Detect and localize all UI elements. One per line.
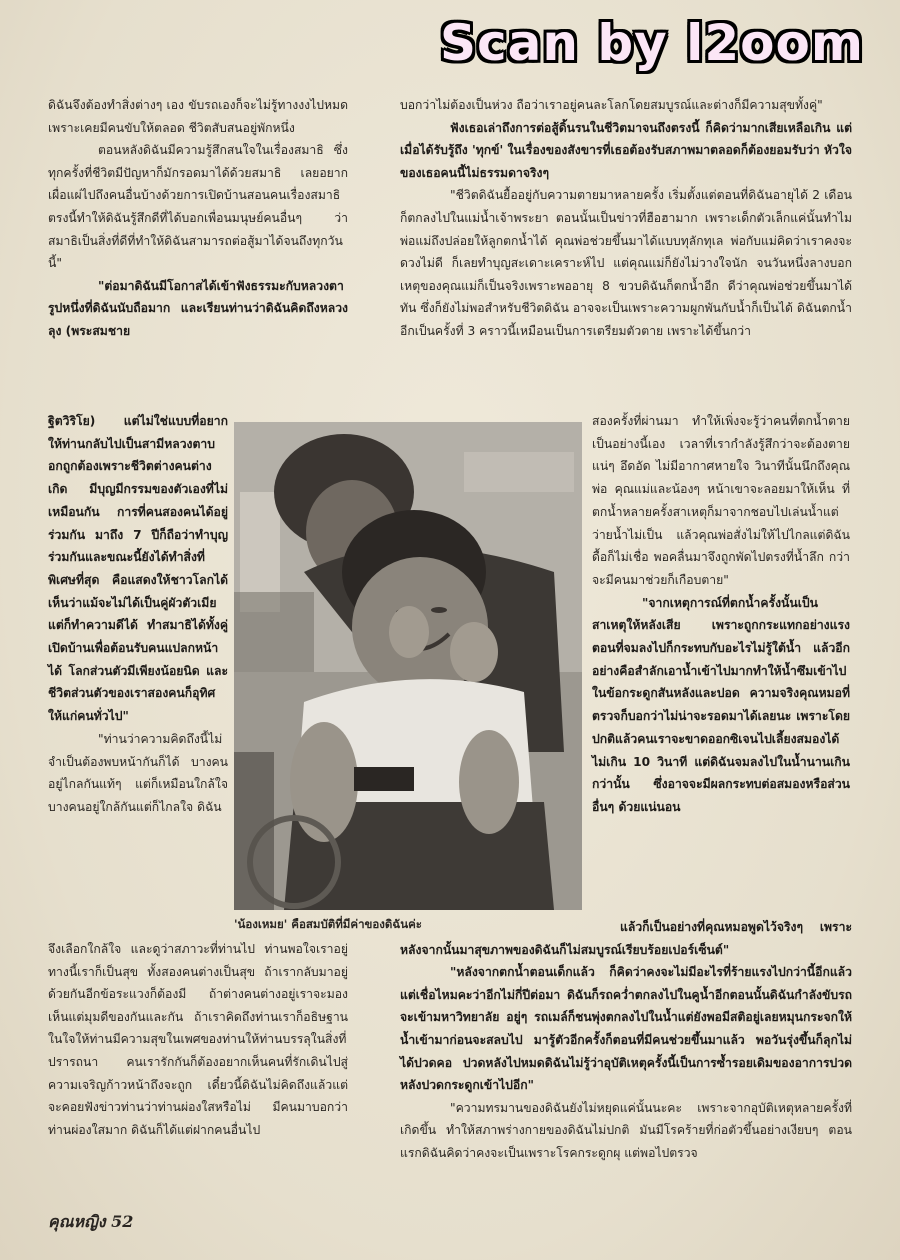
paragraph-bold: "หลังจากตกน้ำตอนเด็กแล้ว ก็คิดว่าคงจะไม่มีอะไรที่ร้ายแรงไปกว่านี้อีกแล้ว แต่เชื่อไหมคะว่าอีกไม่กี่ปีต่อมา ดิฉันก็รถคว่ำตกลงไปในคูน้ำอีกตอนนั้นดิฉันกำลังขับรถจะเข้ามหาวิทยาลัย อยู่ๆ รถเมล์ก็ชนพุ่งตกลงไปในน้ำแต่ยังพอมีสติอยู่เลยหมุนกระจกให้น้ำเข้ามาก่อนจะสลบไป มารู้ตัวอีกครั้งก็ตอนที่มีคนช่วยขึ้นมาแล้ว พอวันรุ่งขึ้นก็ลุกไม่ได้ปวดคอ ปวดหลังไปหมดดิฉันไม่รู้ว่าอุบัติเหตุครั้งนี้เป็นการซ้ำรอยเดิมของอาการปวดหลังปวดกระดูกเข้าไปอีก" xyxy=(400,965,852,1093)
paragraph: บอกว่าไม่ต้องเป็นห่วง ถือว่าเราอยู่คนละโลกโดยสมบูรณ์และต่างก็มีความสุขทั้งคู่" xyxy=(400,98,823,112)
paragraph-bold: แล้วก็เป็นอย่างที่คุณหมอพูดไว้จริงๆ เพราะหลังจากนั้นมาสุขภาพของดิฉันก็ไม่สมบูรณ์เรียบร้อยเปอร์เซ็นต์" xyxy=(400,920,852,957)
left-column-narrow xyxy=(48,410,228,819)
right-column-bottom xyxy=(400,916,852,1165)
paragraph-bold: "จากเหตุการณ์ที่ตกน้ำครั้งนั้นเป็นสาเหตุให้หลังเสีย เพราะถูกกระแทกอย่างแรง ตอนที่จมลงไปก็กระทบกับอะไรไม่รู้ใต้น้ำ แล้วอีกอย่างคือสำลักเอาน้ำเข้าไปมากทำให้น้ำซึมเข้าไปในข้อกระดูกสันหลังและปอด ความจริงคุณหมอที่ตรวจก็บอกว่าไม่น่าจะรอดมาได้เลยนะ เพราะโดยปกติแล้วคนเราจะขาดออกซิเจนไปเลี้ยงสมองได้ไม่เกิน 10 วินาที แต่ดิฉันจมลงไปในน้ำนานเกินกว่านั้น ซึ่งอาจจะมีผลกระทบต่อสมองหรือส่วนอื่นๆ ด้วยแน่นอน xyxy=(592,595,850,814)
photo-caption: 'น้องเหมย' คือสมบัติที่มีค่าของดิฉันค่ะ xyxy=(234,917,422,931)
paragraph-bold: ฟังเธอเล่าถึงการต่อสู้ดิ้นรนในชีวิตมาจนถึงตรงนี้ ก็คิดว่ามากเสียเหลือเกิน แต่เมื่อได้รับรู้ถึง 'ทุกข์' ในเรื่องของสังขารที่เธอต้องรับสภาพมาตลอดก็ต้องยอมรับว่า หัวใจของเธอคนนี้ไม่ธรรมดาจริงๆ xyxy=(400,120,852,180)
paragraph: จึงเลือกใกล้ใจ และดูว่าสภาวะที่ท่านไป ท่านพอใจเราอยู่ทางนี้เราก็เป็นสุข ทั้งสองคนต่างเป็นสุข ถ้าเรากลับมาอยู่ด้วยกันอีกข้อระแวงก็ต้องมี ถ้าต่างคนต่างอยู่เราจะมองเห็นแต่มุมดีของกันและกัน ถ้าเราคิดถึงท่านเราก็อธิษฐานในใจให้ท่านมีความสุขในเพศของท่านให้ท่านบรรลุในสิ่งที่ปรารถนา คนเรารักกันก็ต้องอยากเห็นคนที่รักเดินไปสู่ความเจริญก้าวหน้าถึงจะถูก เดี๋ยวนี้ดิฉันไม่คิดถึงแล้วแต่จะคอยฟังข่าวท่านว่าท่านผ่องใสหรือไม่ มีคนมาบอกว่าท่านผ่องใสมาก ดิฉันก็ได้แต่ฝากคนอื่นไป xyxy=(48,942,348,1137)
left-column-bottom xyxy=(48,938,348,1141)
left-column-top xyxy=(48,94,348,343)
right-column-top xyxy=(400,94,852,343)
scan-watermark: Scan by l2oom xyxy=(440,14,864,72)
photo-illustration xyxy=(234,422,582,910)
paragraph: "ชีวิตดิฉันยื้ออยู่กับความตายมาหลายครั้ง เริ่มตั้งแต่ตอนที่ดิฉันอายุได้ 2 เดือน ก็ตกลงไปในแม่น้ำเจ้าพระยา ตอนนั้นเป็นข่าวที่ฮือฮามาก เพราะเด็กตัวเล็กแค่นั้นทำไมพ่อแม่ถึงปล่อยให้ลูกตกน้ำได้ คุณพ่อช่วยขึ้นมาได้แบบทุลักทุเล พ่อกับแม่คิดว่าเราคงจะดวงไม่ดี ก็เลยทำบุญสะเดาะเคราะห์ไป แต่คุณแม่ก็ยังไม่วางใจนัก จนวันหนึ่งลางบอกเหตุของคุณแม่ก็เป็นจริงเพราะพออายุ 8 ขวบดิฉันก็ตกน้ำอีก ดีว่าคุณพ่อช่วยขึ้นมาได้ทัน ซึ่งก็ยังไม่พอสำหรับชีวิตดิฉัน อาจจะเป็นเพราะความผูกพันกับน้ำก็เป็นได้ ดิฉันตกน้ำอีกเป็นครั้งที่ 3 คราวนี้เหมือนเป็นการเตรียมตัวตาย เพราะได้ขึ้นกว่า xyxy=(400,188,852,338)
paragraph-bold: ฐิตวิริโย) แต่ไม่ใช่แบบที่อยากให้ท่านกลับไปเป็นสามีหลวงตาบอกถูกต้องเพราะชีวิตต่างคนต่างเกิด มีบุญมีกรรมของตัวเองที่ไม่เหมือนกัน การที่คนสองคนได้อยู่ร่วมกัน มาถึง 7 ปีก็ถือว่าทำบุญร่วมกันและขณะนี้ยังได้ทำสิ่งที่พิเศษที่สุด คือแสดงให้ชาวโลกได้เห็นว่าแม้จะไม่ได้เป็นคู่ผัวตัวเมียแต่ก็ทำความดีได้ ทำสมาธิได้ทั้งคู่ เปิดบ้านเพื่อต้อนรับคนแปลกหน้าได้ โลกส่วนตัวมีเพียงน้อยนิด และชีวิตส่วนตัวของเราสองคนก็อุทิศให้แก่คนทั่วไป" xyxy=(48,414,228,724)
page-footer: คุณหญิง 52 xyxy=(48,1212,134,1231)
paragraph: ตอนหลังดิฉันมีความรู้สึกสนใจในเรื่องสมาธิ ซึ่งทุกครั้งที่ชีวิตมีปัญหาก็มักรอดมาได้ด้วยสมาธิ เลยอยากเผื่อแผ่ไปถึงคนอื่นบ้างด้วยการเปิดบ้านสอนคนเรื่องสมาธิ ตรงนี้ทำให้ดิฉันรู้สึกดีที่ได้บอกเพื่อนมนุษย์คนอื่นๆ ว่าสมาธิเป็นสิ่งที่ดีที่ทำให้ดิฉันสามารถต่อสู้มาได้จนถึงทุกวันนี้" xyxy=(48,143,348,271)
photo-mother-and-daughter xyxy=(234,422,582,910)
paragraph-bold: "ต่อมาดิฉันมีโอกาสได้เข้าฟังธรรมะกับหลวงตารูปหนึ่งที่ดิฉันนับถือมาก และเรียนท่านว่าดิฉันคิดถึงหลวงลุง (พระสมชาย xyxy=(48,278,348,338)
paragraph: "ท่านว่าความคิดถึงนี้ไม่จำเป็นต้องพบหน้ากันก็ได้ บางคนอยู่ไกลกันแท้ๆ แต่ก็เหมือนใกล้ใจ บางคนอยู่ใกล้กันแต่ก็ไกลใจ ดิฉัน xyxy=(48,731,228,814)
right-column-narrow xyxy=(592,410,850,819)
paragraph: ดิฉันจึงต้องทำสิ่งต่างๆ เอง ขับรถเองก็จะไม่รู้ทางงงไปหมด เพราะเคยมีคนขับให้ตลอด ชีวิตสับสนอยู่พักหนึ่ง xyxy=(48,98,348,135)
paragraph: สองครั้งที่ผ่านมา ทำให้เพิ่งจะรู้ว่าคนที่ตกน้ำตายเป็นอย่างนี้เอง เวลาที่เรากำลังรู้สึกว่าจะต้องตายแน่ๆ อึดอัด ไม่มีอากาศหายใจ วินาทีนั้นนึกถึงคุณพ่อ คุณแม่และน้องๆ หน้าเขาจะลอยมาให้เห็น ที่ตกน้ำหลายครั้งสาเหตุก็มาจากชอบไปเล่นน้ำแต่ว่ายน้ำไม่เป็น แล้วคุณพ่อสั่งไม่ให้ไปไกลแต่ดิฉันดื้อก็ไม่เชื่อ พอคลื่นมาจึงถูกพัดไปตรงที่น้ำลึก กว่าจะมีคนมาช่วยก็เกือบตาย" xyxy=(592,414,850,587)
paragraph: "ความทรมานของดิฉันยังไม่หยุดแค่นั้นนะคะ เพราะจากอุบัติเหตุหลายครั้งที่เกิดขึ้น ทำให้สภาพร่างกายของดิฉันไม่ปกติ มันมีโรคร้ายที่ก่อตัวขึ้นอย่างเงียบๆ ตอนแรกดิฉันคิดว่าคงจะเป็นเพราะโรคกระดูกผุ แต่พอไปตรวจ xyxy=(400,1100,852,1160)
